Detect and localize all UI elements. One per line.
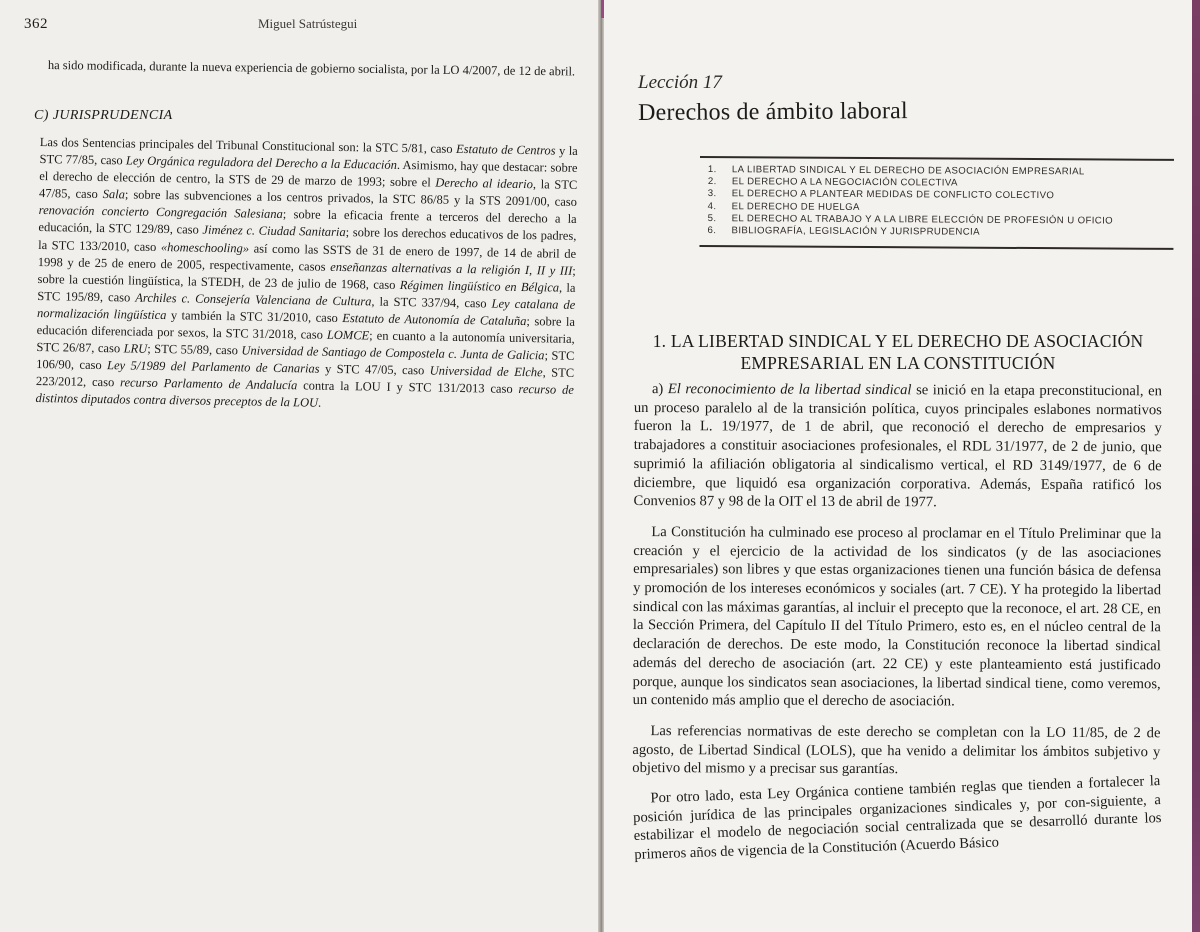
italic-text-run: Régimen lingüístico en Bélgica (399, 277, 560, 295)
running-head: Miguel Satrústegui (258, 16, 358, 31)
toc-item-text: LA LIBERTAD SINDICAL Y EL DERECHO DE ASOCIACIÓN EMPRESARIAL (731, 164, 1085, 178)
text-run: así como las SSTS de 31 de enero de 1997, de 14 de abril de 1998 y de 25 de enero de 2005, respectivamente, casos (37, 241, 577, 274)
chapter-heading (648, 330, 1148, 374)
toc-item-text: EL DERECHO A LA NEGOCIACIÓN COLECTIVA (731, 176, 958, 189)
body-paragraph (633, 380, 1162, 513)
text-run: Las referencias normativas de este derecho se completan con la LO 11/85, de 2 de agosto, de Libertad Sindical (LOLS), que ha venido a delimitar los ámbitos subjetivo y objetivo del mismo y a precisar sus garantías. (632, 723, 1161, 778)
text-run: , STC 223/2012, caso (35, 365, 575, 390)
text-run: ; en cuanto a la autonomía universitaria, STC 26/87, caso (36, 328, 575, 356)
italic-text-run: Universidad de Elche (429, 363, 543, 380)
italic-text-run: recurso de distintos diputados contra diversos preceptos de la LOU (35, 382, 574, 411)
toc-item-number: 4. (707, 200, 717, 212)
text-run: ha sido modificada, durante la nueva experiencia de gobierno socialista, por la LO 4/2007, de 12 de abril. (47, 57, 576, 79)
text-run: Por otro lado, esta Ley Orgánica contiene también reglas que tienden a fortalecer la posición jurídica de las principales organizaciones sindicales y, por con-siguiente, a estabilizar el modelo de negociación social centralizada que se desarrolló durante los primeros años de vigencia de la Constitución (Acuerdo Básico (632, 773, 1162, 864)
italic-text-run: Universidad de Santiago de Compostela c. Junta de Galicia (241, 343, 545, 363)
toc-item-number: 1. (707, 164, 717, 176)
text-run: a) (651, 381, 668, 398)
text-run: se inició en la etapa preconstitucional, en un proceso paralelo al de la transición política, cuyos principales eslabones normativos fueron la L. 19/1977, de 1 de abril, que reconoció el derecho de empresarios y trabajadores a constituir asociaciones profesionales, el RDL 31/1977, de 2 de junio, que suprimió la afiliación obligatoria al sindicalismo vertical, el RD 3149/1977, de 6 de diciembre, que liquidó esa organización corporativa. Además, España ratificó los Convenios 87 y 98 de la OIT el 13 de abril de 1977. (633, 382, 1162, 511)
text-run: , la STC 195/89, caso (37, 280, 576, 305)
page-number: 362 (24, 16, 48, 32)
italic-text-run: Ley Orgánica reguladora del Derecho a la Educación (125, 153, 398, 173)
text-run: ; STC 55/89, caso (147, 341, 242, 358)
text-run: ; sobre la cuestión lingüística, la STEDH, de 23 de julio de 1968, caso (37, 263, 576, 292)
lesson-title: Derechos de ámbito laboral (638, 98, 908, 126)
italic-text-run: Archiles c. Consejería Valenciana de Cultura (135, 290, 372, 309)
italic-text-run: El reconocimiento de la libertad sindical (667, 381, 912, 399)
chapter-heading-line: 1. LA LIBERTAD SINDICAL Y EL DERECHO DE ASOCIACIÓN (652, 331, 1144, 351)
toc-item-number: 3. (707, 188, 717, 200)
jurisprudence-body (35, 134, 577, 416)
text-run: ; sobre la educación diferenciada por sexos, la STC 31/2018, caso (36, 314, 576, 342)
italic-text-run: Estatuto de Centros (455, 141, 556, 158)
italic-text-run: recurso Parlamento de Andalucía (120, 375, 298, 393)
text-run: ; sobre la eficacia frente a terceros del derecho a la educación, la STC 129/89, caso (38, 207, 577, 238)
italic-text-run: enseñanzas alternativas a la religión I, II y III (330, 259, 573, 278)
text-run: ; sobre las subvenciones a los centros privados, la STC 86/85 y la STS 2091/00, caso (124, 187, 578, 210)
chapter-body (632, 380, 1162, 879)
text-run: ; STC 106/90, caso (36, 348, 575, 373)
text-run: contra la LOU I y STC 131/2013 caso (297, 378, 519, 397)
text-run: . Asimismo, hay que destacar: sobre el derecho de elección de centro, la STS de 29 de marzo de 1993; sobre el (39, 158, 578, 190)
italic-text-run: Ley 5/1989 del Parlamento de Canarias (106, 358, 320, 376)
italic-text-run: Jiménez c. Ciudad Sanitaria (202, 223, 346, 240)
toc-item-text: BIBLIOGRAFÍA, LEGISLACIÓN Y JURISPRUDENCIA (731, 225, 980, 238)
body-paragraph (632, 722, 1160, 780)
italic-text-run: «homeschooling» (160, 239, 250, 256)
page-edge (1192, 0, 1200, 932)
toc-item-number: 6. (707, 225, 717, 237)
text-run: La Constitución ha culminado ese proceso al proclamar en el Título Preliminar que la creación y el ejercicio de la actividad de los sindicatos (y de las asociaciones empresariales) son libres y que estas organizaciones tienen una función básica de defensa y promoción de los intereses económicos y sociales (art. 7 CE). Y ha protegido la libertad sindical con las máximas garantías, al incluir el precepto que la reconoce, el art. 28 CE, en la Sección Primera, del Capítulo II del Título Primero, esto es, en el núcleo central de la declaración de derechos. De este modo, la Constitución reconoce la libertad sindical además del derecho de asociación (art. 22 CE) y este planteamiento está justificado porque, aunque los sindicatos sean asociaciones, la libertad sindical tiene, como veremos, un contenido más amplio que el derecho de asociación. (632, 523, 1162, 710)
italic-text-run: LRU (123, 341, 148, 356)
text-run: Las dos Sentencias principales del Tribunal Constitucional son: la STC 5/81, caso (39, 134, 457, 156)
italic-text-run: Estatuto de Autonomía de Cataluña (342, 310, 527, 329)
lesson-label: Lección 17 (638, 72, 722, 93)
text-run: y STC 47/05, caso (319, 361, 430, 378)
chapter-heading-line: EMPRESARIAL EN LA CONSTITUCIÓN (740, 353, 1056, 373)
continuation-text (48, 56, 578, 81)
toc-list (699, 158, 1174, 248)
jurisprudence-paragraph (35, 134, 577, 416)
text-run: . (317, 396, 322, 411)
text-run: , la STC 337/94, caso (371, 294, 492, 311)
italic-text-run: LOMCE (326, 327, 370, 343)
text-run: y también la STC 31/2010, caso (166, 308, 343, 325)
toc-item-text: EL DERECHO A PLANTEAR MEDIDAS DE CONFLICTO COLECTIVO (731, 188, 1055, 202)
toc-item-number: 5. (707, 212, 717, 224)
body-paragraph (632, 772, 1162, 865)
italic-text-run: Ley catalana de normalización lingüística (36, 296, 576, 323)
body-paragraph (633, 523, 1162, 712)
italic-text-run: Sala (102, 187, 126, 202)
italic-text-run: Derecho al ideario (435, 175, 534, 192)
text-run: ; sobre los derechos educativos de los padres, la STC 133/2010, caso (38, 225, 577, 254)
toc-item-text: EL DERECHO AL TRABAJO Y A LA LIBRE ELECCIÓN DE PROFESIÓN U OFICIO (731, 213, 1114, 227)
toc-item-text: EL DERECHO DE HUELGA (731, 200, 860, 213)
text-run: y la STC 77/85, caso (39, 143, 578, 168)
lesson-contents (699, 156, 1174, 250)
continuation-paragraph (48, 56, 578, 81)
section-heading: C) JURISPRUDENCIA (34, 108, 173, 123)
text-run: , la STC 47/85, caso (38, 177, 578, 202)
toc-item-number: 2. (707, 176, 717, 188)
italic-text-run: renovación concierto Congregación Salesiana (38, 203, 283, 222)
